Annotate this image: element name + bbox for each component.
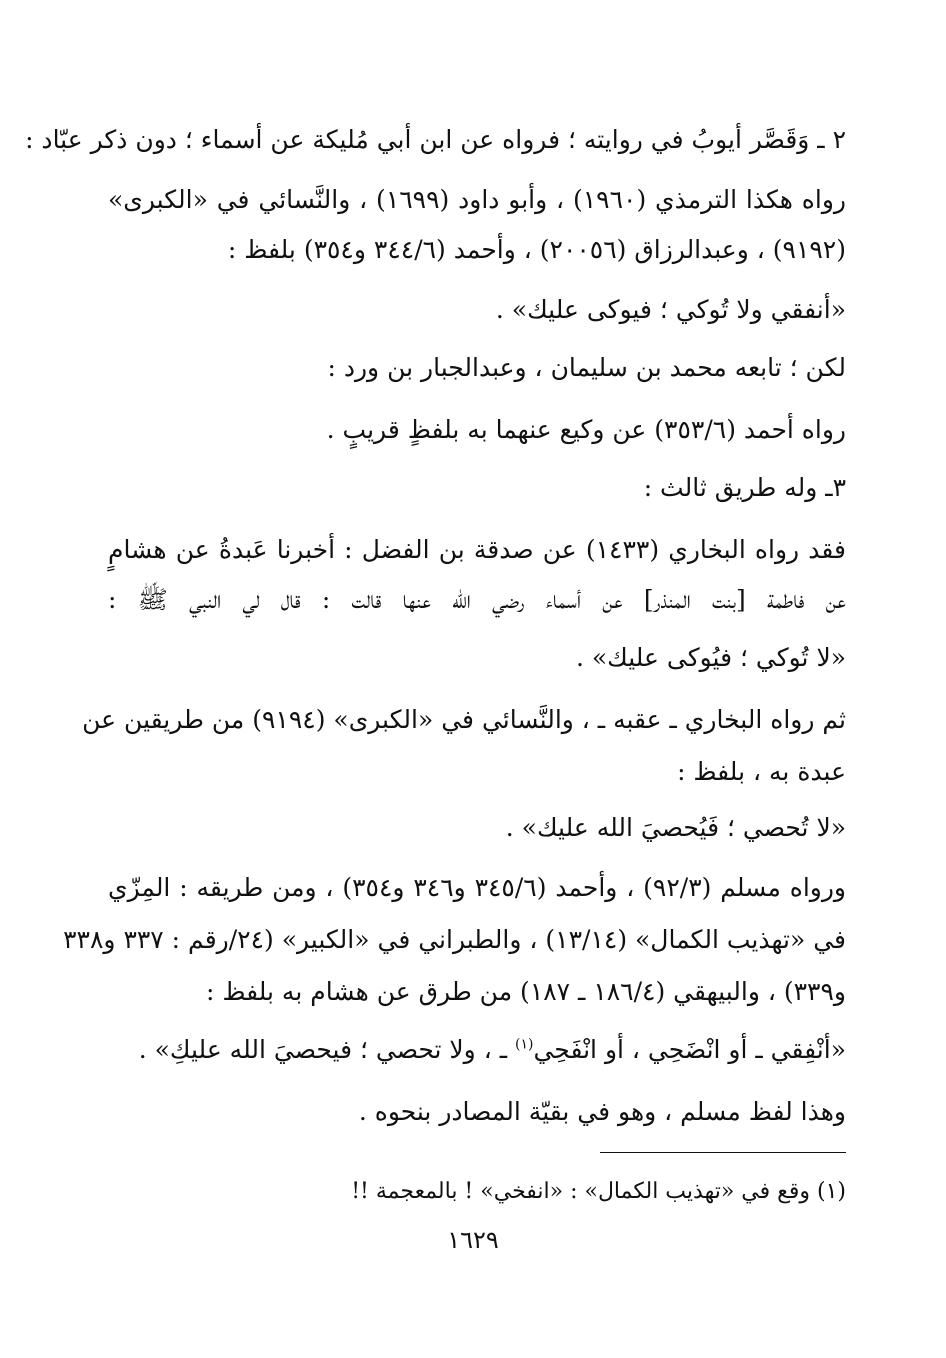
paragraph-line-6: فقد رواه البخاري (١٤٣٣) عن صدقة بن الفضل : أخبرنا عَبدةُ عن هشامٍ <box>108 535 846 564</box>
paragraph-line-3: (٩١٩٢) ، وعبدالرزاق (٢٠٠٥٦) ، وأحمد (٣٤٤/٦ و٣٥٤) بلفظ : <box>227 235 846 264</box>
hadith-quote-1: «أنفقي ولا تُوكي ؛ فيوكى عليك» . <box>495 295 846 324</box>
paragraph-line-9: عبدة به ، بلفظ : <box>677 757 846 786</box>
paragraph-line-4: لكن ؛ تابعه محمد بن سليمان ، وعبدالجبار بن ورد : <box>327 353 846 382</box>
hadith-quote-3: «لا تُحصي ؛ فَيُحصيَ الله عليك» . <box>505 813 846 842</box>
footnote-text: (١) وقع في «تهذيب الكمال» : «انفخي» ! بالمعجمة !! <box>351 1179 846 1204</box>
paragraph-line-13: وهذا لفظ مسلم ، وهو في بقيّة المصادر بنحوه . <box>358 1097 846 1126</box>
paragraph-line-8: ثم رواه البخاري ـ عقبه ـ ، والنَّسائي في «الكبرى» (٩١٩٤) من طريقين عن <box>82 705 846 734</box>
paragraph-line-2: رواه هكذا الترمذي (١٩٦٠) ، وأبو داود (١٦٩٩) ، والنَّسائي في «الكبرى» <box>108 185 846 214</box>
footnote-marker[interactable]: (١) <box>515 1036 534 1053</box>
hadith-quote-4-part-2: ـ ، ولا تحصي ؛ فيحصيَ الله عليكِ» . <box>138 1035 508 1064</box>
page-number: ١٦٢٩ <box>447 1226 499 1254</box>
paragraph-line-11: في «تهذيب الكمال» (١٣/١٤) ، والطبراني في «الكبير» (٢٤/رقم : ٣٣٧ و٣٣٨ <box>63 925 846 954</box>
footnote-divider <box>600 1152 846 1153</box>
paragraph-line-7: عن فاطمة [بنت المنذر] عن أسماء رضي الله عنها قالت : قال لي النبي ﷺ : <box>108 585 846 614</box>
paragraph-line-1: ٢ ـ وَقَصَّر أيوبُ في روايته ؛ فرواه عن ابن أبي مُليكة عن أسماء ؛ دون ذكر عبّاد : <box>25 125 846 154</box>
hadith-quote-4 <box>139 1030 846 1070</box>
paragraph-line-5: رواه أحمد (٣٥٣/٦) عن وكيع عنهما به بلفظٍ قريبٍ . <box>326 415 846 444</box>
section-heading-3: ٣ـ وله طريق ثالث : <box>643 473 846 502</box>
paragraph-line-10: ورواه مسلم (٩٢/٣) ، وأحمد (٣٤٥/٦ و٣٤٦ و٣٥٤) ، ومن طريقه : المِزّي <box>108 873 846 902</box>
hadith-quote-4-part-1: «أنْفِقي ـ أو انْضَحِي ، أو انْفَحِي <box>533 1035 846 1064</box>
paragraph-line-12: و٣٣٩) ، والبيهقي (١٨٦/٤ ـ ١٨٧) من طرق عن هشام به بلفظ : <box>205 977 846 1006</box>
hadith-quote-2: «لا تُوكي ؛ فيُوكى عليك» . <box>575 643 846 672</box>
